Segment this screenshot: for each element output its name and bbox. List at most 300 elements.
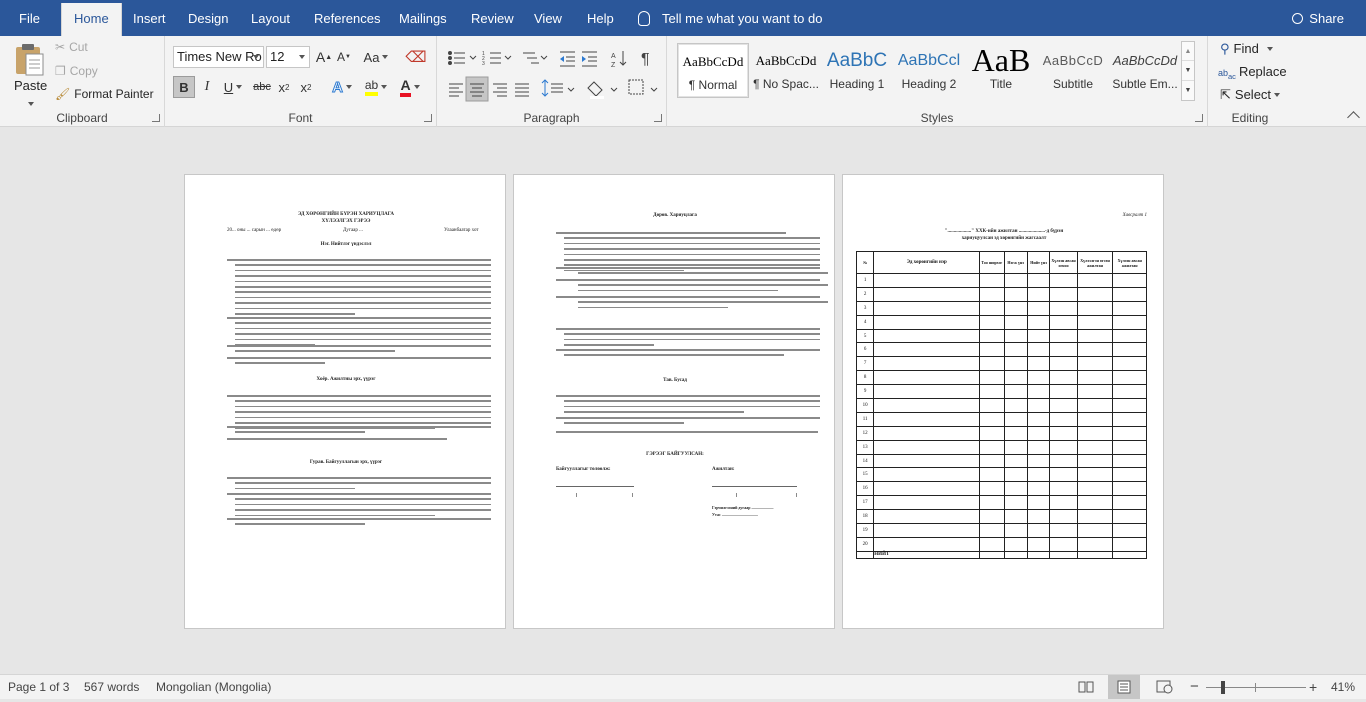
table-cell — [1004, 301, 1027, 315]
table-cell — [874, 454, 980, 468]
page-count[interactable]: Page 1 of 3 — [8, 680, 70, 694]
chevron-down-icon — [253, 55, 259, 59]
clipboard-launcher-icon[interactable] — [152, 114, 160, 122]
share-label: Share — [1309, 11, 1344, 26]
text-line — [578, 290, 778, 292]
table-cell — [874, 537, 980, 551]
chevron-down-icon — [414, 85, 420, 89]
document-workspace[interactable] — [0, 127, 1366, 674]
date-line: 20... оны ... сарын ... өдөр — [227, 228, 282, 233]
table-cell — [1050, 287, 1077, 301]
style-preview: AaBbC — [826, 50, 888, 71]
text-line — [235, 313, 355, 315]
paste-button[interactable] — [8, 40, 50, 106]
text-line — [564, 344, 654, 346]
document-page-2[interactable] — [513, 174, 835, 629]
highlight-button[interactable] — [361, 76, 391, 98]
tab-layout[interactable]: Layout — [251, 11, 291, 26]
text-line — [564, 243, 820, 245]
table-header-cell: Хүлээн авсан огноо — [1050, 252, 1077, 274]
text-line — [556, 296, 820, 298]
table-cell — [980, 510, 1004, 524]
select-label: Select — [1234, 87, 1272, 102]
paragraph-launcher-icon[interactable] — [654, 114, 662, 122]
text-line — [235, 482, 491, 484]
table-row — [857, 426, 1147, 440]
text-line — [235, 275, 491, 277]
select-button[interactable] — [1220, 87, 1280, 103]
font-size-value: 12 — [270, 49, 285, 64]
table-row — [857, 440, 1147, 454]
table-cell — [1004, 412, 1027, 426]
style-name: ¶ Normal — [688, 78, 738, 92]
tab-references[interactable]: References — [314, 11, 381, 26]
table-row — [857, 482, 1147, 496]
document-page-3[interactable] — [842, 174, 1164, 629]
table-header-cell: Тоо ширхэг — [980, 252, 1004, 274]
table-cell — [980, 482, 1004, 496]
section-heading: Хоёр. Ажилтны эрх, үүрэг — [316, 377, 376, 382]
table-cell — [980, 551, 1004, 558]
text-line — [235, 333, 491, 335]
table-cell — [1077, 440, 1113, 454]
italic-icon: I — [204, 79, 210, 94]
table-cell — [980, 329, 1004, 343]
copy-label: Copy — [69, 64, 98, 78]
table-cell — [1027, 551, 1049, 558]
table-cell — [1004, 426, 1027, 440]
table-cell — [874, 274, 980, 288]
text-line — [564, 339, 820, 341]
replace-button[interactable] — [1218, 64, 1287, 81]
tab-home[interactable]: Home — [61, 3, 122, 36]
table-cell — [1050, 343, 1077, 357]
zoom-level[interactable]: 41% — [1331, 680, 1356, 694]
text-line — [227, 345, 491, 347]
text-line — [235, 308, 491, 310]
table-cell — [874, 329, 980, 343]
bold-button[interactable] — [173, 76, 195, 98]
table-cell — [1050, 329, 1077, 343]
copy-button[interactable] — [55, 64, 98, 78]
table-cell — [1050, 399, 1077, 413]
signature-line — [712, 486, 797, 487]
table-cell — [1113, 329, 1147, 343]
chevron-down-icon[interactable]: ▼ — [1182, 61, 1194, 81]
table-cell — [1050, 301, 1077, 315]
table-cell — [1027, 468, 1049, 482]
text-line — [564, 259, 820, 261]
format-painter-button[interactable] — [55, 87, 154, 101]
table-cell — [1050, 482, 1077, 496]
passport-text: Гэрчилгээний дугаар — [712, 505, 751, 510]
table-cell — [980, 440, 1004, 454]
italic-button[interactable] — [197, 76, 217, 98]
table-cell — [1113, 315, 1147, 329]
table-header-cell: Хүлээн авсан ажилтан — [1113, 252, 1147, 274]
table-cell — [980, 399, 1004, 413]
table-cell — [1027, 412, 1049, 426]
tab-insert[interactable]: Insert — [133, 11, 166, 26]
grow-font-icon: A — [315, 49, 326, 65]
table-cell — [1027, 287, 1049, 301]
divider — [576, 493, 577, 497]
group-editing — [1208, 36, 1292, 127]
text-line — [235, 286, 491, 288]
text-line — [227, 259, 491, 261]
table-cell — [874, 315, 980, 329]
table-cell — [980, 371, 1004, 385]
text-line — [235, 422, 491, 424]
table-cell — [874, 468, 980, 482]
table-cell — [1004, 551, 1027, 558]
paragraph-icons — [445, 46, 665, 106]
table-cell — [1113, 371, 1147, 385]
chevron-down-icon — [381, 85, 387, 89]
divider — [736, 493, 737, 497]
scissors-icon: ✂ — [55, 40, 66, 54]
table-cell — [1113, 454, 1147, 468]
table-cell — [980, 496, 1004, 510]
table-cell — [1050, 551, 1077, 558]
style-title[interactable] — [965, 43, 1037, 98]
clipboard-group-label: Clipboard — [56, 111, 108, 125]
find-button[interactable] — [1220, 41, 1273, 57]
read-mode-icon[interactable] — [1078, 675, 1094, 699]
text-line — [556, 279, 820, 281]
table-row — [857, 454, 1147, 468]
table-header-cell: Эд хөрөнгийн нэр — [874, 252, 980, 274]
change-case-button[interactable] — [361, 46, 391, 68]
table-cell — [1027, 301, 1049, 315]
table-header-cell: № — [857, 252, 874, 274]
table-cell — [1004, 496, 1027, 510]
text-line — [235, 515, 435, 517]
web-layout-icon[interactable] — [1156, 675, 1174, 699]
table-row — [857, 537, 1147, 551]
text-line — [556, 417, 820, 419]
table-cell: 8 — [857, 371, 874, 385]
language-indicator[interactable]: Mongolian (Mongolia) — [156, 680, 272, 694]
font-launcher-icon[interactable] — [424, 114, 432, 122]
font-name-combo[interactable] — [173, 46, 264, 68]
table-cell — [1077, 399, 1113, 413]
table-row — [857, 412, 1147, 426]
font-color-icon: A — [400, 78, 410, 97]
chevron-down-icon — [382, 55, 388, 59]
text-line — [564, 264, 820, 266]
table-cell — [1077, 482, 1113, 496]
style-normal[interactable] — [677, 43, 749, 98]
signature-heading: ГЭРЭЭГ БАЙГУУЛСАН: — [646, 452, 704, 457]
document-page-1[interactable] — [184, 174, 506, 629]
style-name: ¶ No Spac... — [753, 77, 819, 91]
section-heading: Нэг. Нийтлэг үндэслэл — [320, 242, 372, 247]
text-line — [564, 411, 744, 413]
page-subtitle: ХҮЛЭЭЛГЭХ ГЭРЭЭ — [321, 219, 371, 224]
style-preview: AaBbCcD — [1042, 53, 1104, 68]
text-line — [564, 354, 784, 356]
table-cell — [874, 287, 980, 301]
style-subtle-emphasis[interactable] — [1109, 43, 1181, 98]
table-cell — [1113, 399, 1147, 413]
table-row — [857, 510, 1147, 524]
bold-icon: B — [179, 79, 189, 95]
cut-label: Cut — [69, 40, 88, 54]
table-cell — [874, 426, 980, 440]
font-size-combo[interactable] — [266, 46, 310, 68]
table-cell: 2 — [857, 287, 874, 301]
table-cell — [980, 315, 1004, 329]
text-line — [235, 411, 491, 413]
table-subtitle: хариуцуулсан эд хөрөнгийн жагсаалт — [961, 236, 1047, 241]
table-cell — [1027, 343, 1049, 357]
table-cell — [1027, 385, 1049, 399]
table-cell — [874, 371, 980, 385]
chevron-down-icon — [299, 55, 305, 59]
table-cell — [1004, 468, 1027, 482]
text-line — [564, 237, 820, 239]
group-styles — [667, 36, 1208, 127]
table-cell — [1113, 357, 1147, 371]
table-cell: 17 — [857, 496, 874, 510]
table-cell — [1077, 343, 1113, 357]
text-line — [235, 302, 491, 304]
table-cell — [1004, 482, 1027, 496]
table-cell — [1027, 315, 1049, 329]
text-effects-button[interactable] — [327, 76, 357, 98]
style-preview: AaB — [971, 43, 1031, 77]
table-cell — [1050, 426, 1077, 440]
table-cell — [1050, 440, 1077, 454]
text-line — [578, 272, 828, 274]
tab-design[interactable]: Design — [188, 11, 229, 26]
text-line — [564, 406, 820, 408]
tab-view[interactable]: View — [534, 11, 562, 26]
chevron-up-icon[interactable]: ▲ — [1182, 42, 1194, 61]
table-header-row — [857, 252, 1147, 274]
table-header-cell: Нийт үнэ — [1027, 252, 1049, 274]
table-cell — [980, 343, 1004, 357]
table-cell — [1113, 385, 1147, 399]
tell-me-box[interactable] — [638, 0, 822, 36]
styles-scroll[interactable] — [1181, 41, 1195, 101]
table-cell: 6 — [857, 343, 874, 357]
table-cell — [1077, 551, 1113, 558]
shrink-font-button[interactable]: A ▼ — [337, 50, 351, 64]
table-row — [857, 301, 1147, 315]
table-cell: 20 — [857, 537, 874, 551]
clear-formatting-button[interactable] — [405, 46, 427, 68]
text-line — [235, 362, 325, 364]
text-line — [227, 395, 491, 397]
style-name: Subtle Em... — [1112, 77, 1178, 91]
table-cell: 13 — [857, 440, 874, 454]
section-heading: Гурав. Байгууллагын эрх, үүрэг — [309, 460, 383, 465]
table-cell: НИЙТ — [874, 551, 980, 558]
text-line — [235, 328, 491, 330]
table-cell — [1004, 385, 1027, 399]
editing-group-label: Editing — [1231, 111, 1269, 125]
table-cell — [874, 385, 980, 399]
share-button[interactable] — [1292, 0, 1344, 36]
table-cell — [1077, 301, 1113, 315]
styles-launcher-icon[interactable] — [1195, 114, 1203, 122]
clipboard-icon — [12, 42, 46, 76]
table-cell — [1113, 426, 1147, 440]
table-cell — [1077, 496, 1113, 510]
table-row — [857, 496, 1147, 510]
format-painter-label: Format Painter — [74, 87, 154, 101]
more-styles-icon[interactable]: ▼ — [1184, 87, 1192, 94]
asset-table — [856, 251, 1147, 559]
style-name: Heading 2 — [901, 77, 957, 91]
annex-label: Хавсралт 1 — [1122, 213, 1147, 218]
ribbon-tab-bar — [0, 0, 1366, 36]
text-line — [227, 317, 491, 319]
table-cell — [1113, 468, 1147, 482]
styles-group-label: Styles — [920, 111, 954, 125]
table-cell — [1050, 537, 1077, 551]
zoom-out-button[interactable]: − — [1190, 678, 1199, 695]
table-cell — [1050, 496, 1077, 510]
text-line — [235, 406, 491, 408]
text-line — [235, 427, 435, 429]
table-cell — [1077, 385, 1113, 399]
subscript-button[interactable]: x 2 — [278, 79, 290, 95]
table-cell — [1050, 274, 1077, 288]
table-cell: 11 — [857, 412, 874, 426]
print-layout-icon[interactable] — [1108, 675, 1140, 699]
table-row — [857, 524, 1147, 538]
table-cell — [1050, 510, 1077, 524]
style-no-spacing[interactable] — [750, 43, 822, 98]
table-cell — [1077, 371, 1113, 385]
table-cell — [980, 287, 1004, 301]
table-cell: 15 — [857, 468, 874, 482]
table-cell — [1004, 343, 1027, 357]
table-cell: 4 — [857, 315, 874, 329]
table-cell — [980, 454, 1004, 468]
tab-help[interactable]: Help — [587, 11, 614, 26]
table-cell — [1004, 329, 1027, 343]
table-cell — [1113, 524, 1147, 538]
collapse-ribbon-icon[interactable] — [1347, 111, 1360, 124]
table-cell — [1077, 510, 1113, 524]
table-cell — [874, 412, 980, 426]
strikethrough-icon: abc — [253, 81, 271, 93]
style-subtitle[interactable] — [1037, 43, 1109, 98]
cursor-arrow-icon: ⇱ — [1220, 87, 1231, 102]
style-preview: AaBbCcDd — [1112, 53, 1178, 68]
table-cell — [1113, 412, 1147, 426]
section-heading: Дөрөв. Хариуцлага — [653, 213, 697, 218]
table-row — [857, 371, 1147, 385]
word-count[interactable]: 567 words — [84, 680, 140, 694]
underline-button[interactable] — [219, 76, 247, 98]
chevron-down-icon — [1274, 93, 1280, 97]
strikethrough-button[interactable] — [251, 76, 273, 98]
signature-right-label: Ажилтан: — [712, 467, 735, 472]
text-line — [235, 339, 491, 341]
table-cell — [874, 343, 980, 357]
group-clipboard — [0, 36, 165, 127]
table-row — [857, 315, 1147, 329]
phone-text: Утас — [712, 512, 721, 517]
table-cell — [1004, 440, 1027, 454]
table-cell — [980, 426, 1004, 440]
style-preview: AaBbCcl — [897, 52, 961, 69]
paste-label: Paste — [14, 78, 48, 93]
table-cell — [1113, 510, 1147, 524]
table-cell — [1004, 454, 1027, 468]
table-cell — [980, 537, 1004, 551]
table-cell — [874, 510, 980, 524]
style-heading-2[interactable] — [893, 43, 965, 98]
table-cell — [1077, 537, 1113, 551]
table-cell — [1077, 412, 1113, 426]
table-row — [857, 399, 1147, 413]
tab-mailings[interactable]: Mailings — [399, 11, 447, 26]
style-heading-1[interactable] — [821, 43, 893, 98]
cut-button[interactable] — [55, 40, 88, 54]
table-cell — [1077, 454, 1113, 468]
svg-text:¶: ¶ — [641, 51, 650, 68]
table-cell — [1077, 468, 1113, 482]
table-cell — [1113, 551, 1147, 558]
table-cell — [1113, 287, 1147, 301]
font-color-button[interactable] — [395, 76, 425, 98]
grow-font-button[interactable]: A ▲ — [315, 49, 333, 65]
text-line — [556, 349, 820, 351]
table-cell — [1113, 343, 1147, 357]
text-line — [235, 498, 491, 500]
svg-text:3: 3 — [482, 61, 485, 67]
table-cell — [1004, 537, 1027, 551]
table-cell — [1050, 371, 1077, 385]
text-line — [235, 264, 491, 266]
table-cell: 9 — [857, 385, 874, 399]
table-cell — [1004, 399, 1027, 413]
table-cell — [980, 524, 1004, 538]
status-bar — [0, 674, 1366, 699]
text-line — [578, 301, 828, 303]
text-line — [564, 270, 684, 272]
text-line — [564, 400, 820, 402]
table-cell — [1050, 524, 1077, 538]
text-line — [227, 518, 491, 520]
table-cell — [1050, 385, 1077, 399]
signature-left-label: Байгууллагыг төлөөлж: — [556, 467, 611, 472]
table-cell — [1027, 371, 1049, 385]
table-cell: 10 — [857, 399, 874, 413]
superscript-icon: x — [300, 79, 308, 95]
tab-review[interactable]: Review — [471, 11, 514, 26]
tab-file[interactable]: File — [19, 11, 40, 26]
table-cell — [874, 301, 980, 315]
highlighter-icon: ab — [365, 78, 378, 96]
zoom-in-button[interactable]: + — [1309, 679, 1318, 695]
ribbon-home — [0, 36, 1366, 127]
style-name: Subtitle — [1052, 77, 1094, 91]
zoom-slider-thumb[interactable] — [1221, 681, 1225, 694]
page-title: ЭД ХӨРӨНГИЙН БҮРЭН ХАРИУЦЛАГА — [298, 212, 394, 217]
table-cell: 18 — [857, 510, 874, 524]
text-line — [235, 297, 491, 299]
superscript-button[interactable]: x 2 — [300, 79, 312, 95]
subscript-icon: x — [278, 79, 286, 95]
text-line — [235, 400, 491, 402]
